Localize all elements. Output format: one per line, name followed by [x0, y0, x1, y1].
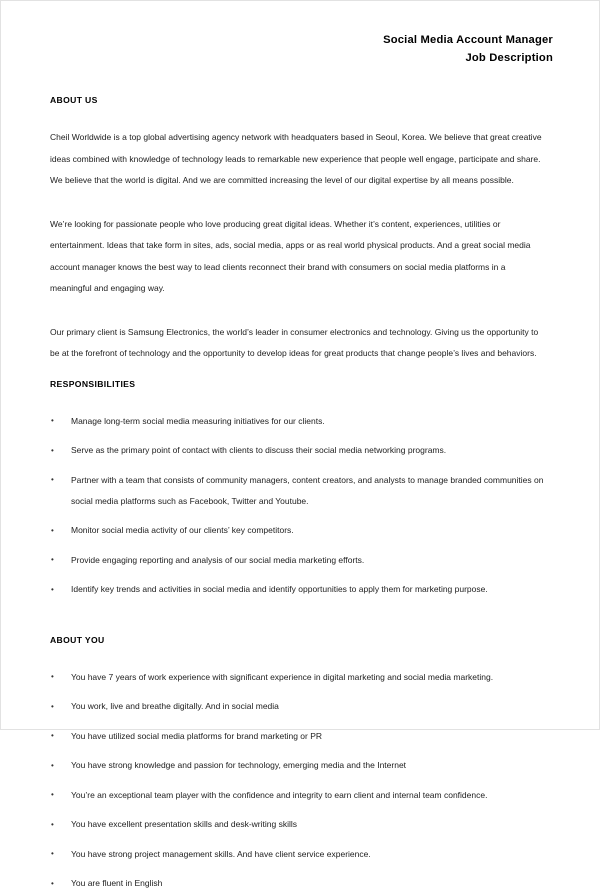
- about-you-list: [50, 667, 545, 894]
- list-item: • You have strong knowledge and passion for technology, emerging media and the Internet: [50, 755, 545, 776]
- list-item: • You work, live and breathe digitally. And in social media: [50, 696, 545, 717]
- section-responsibilities: [50, 379, 545, 601]
- list-item: • You have utilized social media platforms for brand marketing or PR: [50, 726, 545, 747]
- about-us-paragraph: We’re looking for passionate people who love producing great digital ideas. Whether it’s content, experiences, utilities or entertainment. Ideas that take form in sites, ads, social media, apps or as real world physical products. And a great social media account manager knows the best way to lead clients reconnect their brand with consumers on social media platforms in a meaningful and engaging way.: [50, 214, 545, 300]
- section-heading-about-us: ABOUT US: [50, 95, 545, 105]
- about-us-paragraph: Cheil Worldwide is a top global advertising agency network with headquaters based in Seoul, Korea. We believe that great creative ideas combined with knowledge of technology leads to remarkable new experience that people well engage, participate and share. We believe that the world is digital. And we are committed increasing the level of our digital expertise by all means possible.: [50, 127, 545, 192]
- list-item: • You are fluent in English: [50, 873, 545, 894]
- document-title-line-2: Job Description: [1, 49, 553, 67]
- responsibilities-list: [50, 411, 545, 601]
- list-item: • Provide engaging reporting and analysis of our social media marketing efforts.: [50, 550, 545, 571]
- section-heading-responsibilities: RESPONSIBILITIES: [50, 379, 545, 389]
- list-item: • You have strong project management skills. And have client service experience.: [50, 844, 545, 865]
- document-body: [1, 67, 599, 894]
- list-item: • You’re an exceptional team player with the confidence and integrity to earn client and internal team confidence.: [50, 785, 545, 806]
- list-item: • Identify key trends and activities in social media and identify opportunities to apply them for marketing purpose.: [50, 579, 545, 600]
- document-title-line-1: Social Media Account Manager: [1, 31, 553, 49]
- list-item: • You have 7 years of work experience with significant experience in digital marketing and social media marketing.: [50, 667, 545, 688]
- section-about-us: [50, 95, 545, 365]
- about-us-paragraph: Our primary client is Samsung Electronics, the world’s leader in consumer electronics and technology. Giving us the opportunity to be at the forefront of technology and the opportunity to develop ideas for great products that change people’s lives and behaviors.: [50, 322, 545, 365]
- list-item: • Manage long-term social media measuring initiatives for our clients.: [50, 411, 545, 432]
- section-about-you: [50, 635, 545, 894]
- list-item: • You have excellent presentation skills and desk-writing skills: [50, 814, 545, 835]
- list-item: • Serve as the primary point of contact with clients to discuss their social media networking programs.: [50, 440, 545, 461]
- section-spacer: [50, 609, 545, 635]
- section-spacer: [50, 365, 545, 379]
- section-heading-about-you: ABOUT YOU: [50, 635, 545, 645]
- document-title: [1, 1, 599, 67]
- list-item: • Partner with a team that consists of community managers, content creators, and analysts to manage branded communities on social media platforms such as Facebook, Twitter and Youtube.: [50, 470, 545, 512]
- list-item: • Monitor social media activity of our clients’ key competitors.: [50, 520, 545, 541]
